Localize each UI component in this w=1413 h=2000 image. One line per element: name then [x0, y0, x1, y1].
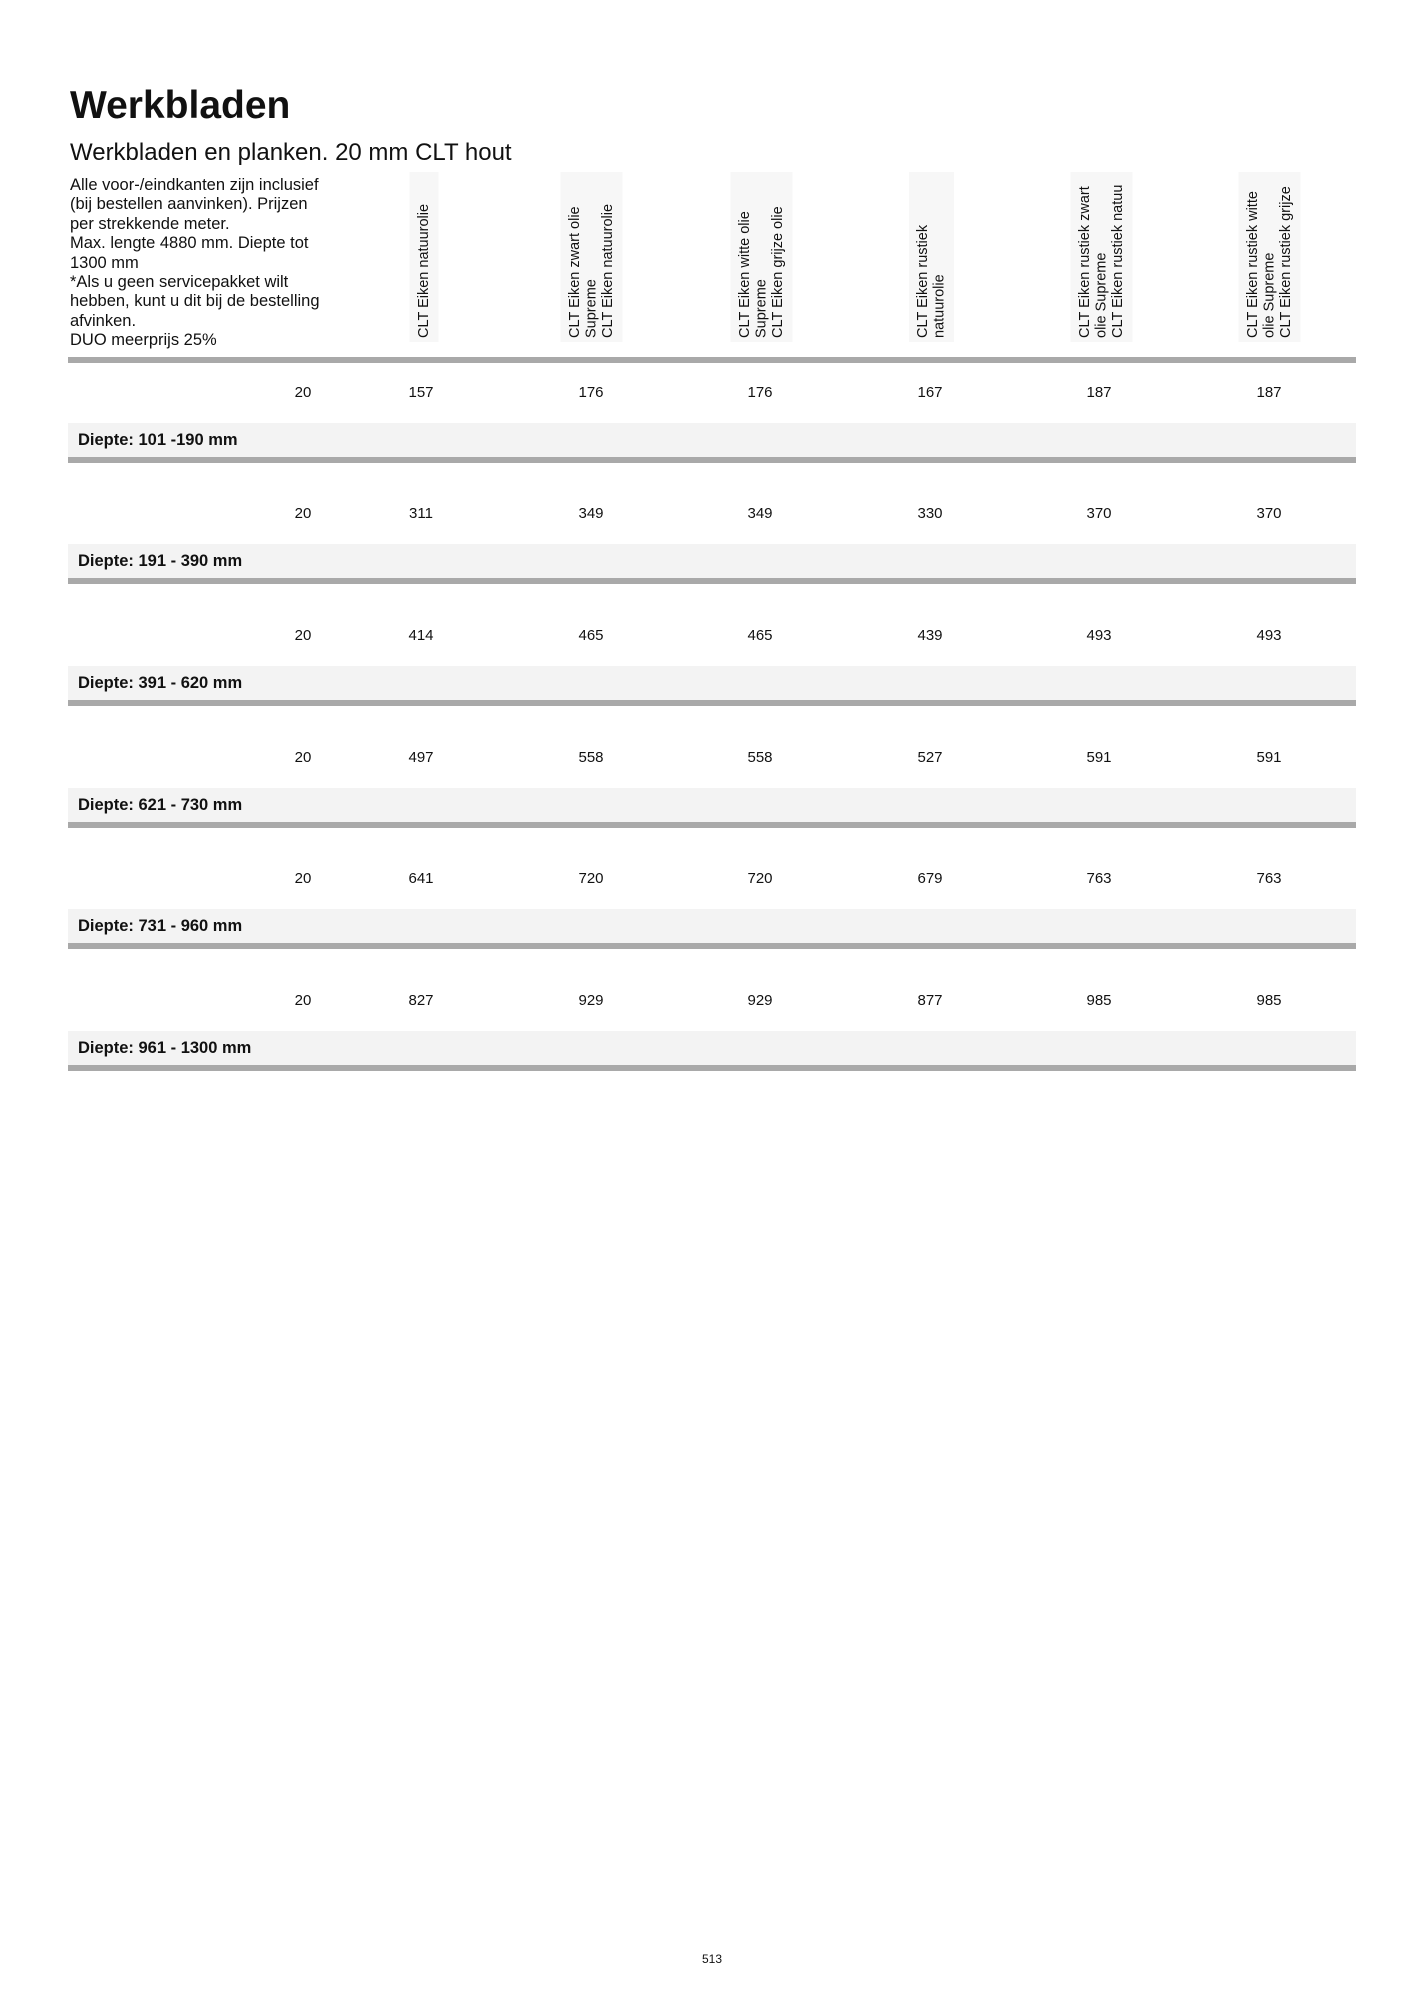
table-row [68, 863, 1356, 949]
column-header-5 [1022, 172, 1182, 342]
price-cell: 414 [408, 627, 434, 644]
column-header-line: CLT Eiken natuurolie [600, 203, 617, 338]
column-header-2 [512, 172, 672, 342]
column-header-text [1239, 172, 1301, 342]
header-divider [68, 357, 1356, 363]
price-cell: 929 [578, 992, 604, 1009]
note-line: hebben, kunt u dit bij de bestelling [70, 292, 320, 311]
price-cell: 641 [408, 870, 434, 887]
column-header-line: CLT Eiken zwart olie [567, 206, 584, 338]
table-row [68, 620, 1356, 706]
column-header-text [1071, 172, 1133, 342]
price-cell: 827 [408, 992, 434, 1009]
price-cell: 497 [408, 749, 434, 766]
column-header-line: olie Supreme [1093, 252, 1110, 338]
depth-band [68, 909, 1356, 943]
price-cell: 349 [578, 505, 604, 522]
price-cell: 330 [917, 505, 943, 522]
price-cell: 591 [1256, 749, 1282, 766]
price-cell: 176 [747, 384, 773, 401]
price-cell: 187 [1256, 384, 1282, 401]
price-cell: 176 [578, 384, 604, 401]
table-row [68, 742, 1356, 828]
page-number: 513 [701, 1952, 723, 1966]
column-header-line: CLT Eiken rustiek [914, 224, 931, 338]
price-cell: 465 [578, 627, 604, 644]
column-header-6 [1190, 172, 1350, 342]
page-subtitle: Werkbladen en planken. 20 mm CLT hout [70, 139, 512, 166]
thickness-cell: 20 [294, 384, 312, 401]
thickness-cell: 20 [294, 870, 312, 887]
note-line: afvinken. [70, 311, 137, 330]
price-cell: 877 [917, 992, 943, 1009]
note-line: Alle voor-/eindkanten zijn inclusief [70, 176, 319, 194]
row-divider [68, 1065, 1356, 1071]
price-cell: 763 [1086, 870, 1112, 887]
column-header-line: CLT Eiken rustiek natuu [1110, 184, 1127, 338]
depth-band [68, 544, 1356, 578]
column-header-line: CLT Eiken rustiek grijze [1278, 186, 1295, 338]
row-divider [68, 457, 1356, 463]
price-cell: 370 [1086, 505, 1112, 522]
price-cell: 985 [1256, 992, 1282, 1009]
column-header-line: CLT Eiken rustiek zwart [1077, 186, 1094, 338]
note-line: 1300 mm [70, 253, 139, 272]
depth-label: Diepte: 731 - 960 mm [78, 917, 243, 935]
depth-label: Diepte: 101 -190 mm [78, 431, 238, 449]
price-cell: 763 [1256, 870, 1282, 887]
column-header-3 [682, 172, 842, 342]
price-cell: 349 [747, 505, 773, 522]
thickness-cell: 20 [294, 992, 312, 1009]
price-cell: 465 [747, 627, 773, 644]
price-cell: 311 [409, 505, 433, 522]
price-cell: 558 [747, 749, 773, 766]
column-header-line: Supreme [753, 279, 770, 338]
note-line: per strekkende meter. [70, 214, 230, 233]
price-cell: 493 [1256, 627, 1282, 644]
price-cell: 679 [917, 870, 943, 887]
price-cell: 929 [747, 992, 773, 1009]
column-header-text [561, 172, 623, 342]
row-divider [68, 700, 1356, 706]
table-row [68, 985, 1356, 1071]
depth-band [68, 788, 1356, 822]
depth-label: Diepte: 391 - 620 mm [78, 674, 243, 692]
conditions-note [70, 176, 320, 351]
depth-label: Diepte: 191 - 390 mm [78, 552, 243, 570]
note-line: (bij bestellen aanvinken). Prijzen [70, 195, 308, 214]
price-cell: 720 [747, 870, 773, 887]
column-header-line: CLT Eiken rustiek witte [1245, 191, 1262, 338]
column-header-line: CLT Eiken witte olie [737, 211, 754, 338]
note-line: *Als u geen servicepakket wilt [70, 273, 289, 292]
column-header-text [731, 172, 793, 342]
price-cell: 370 [1256, 505, 1282, 522]
depth-label: Diepte: 961 - 1300 mm [78, 1039, 252, 1057]
price-cell: 167 [917, 384, 943, 401]
price-cell: 558 [578, 749, 604, 766]
price-cell: 591 [1086, 749, 1112, 766]
page-title: Werkbladen [70, 84, 291, 127]
column-header-line: CLT Eiken grijze olie [770, 206, 787, 338]
note-line: Max. lengte 4880 mm. Diepte tot [70, 234, 309, 253]
column-header-text [410, 172, 439, 342]
column-header-text [909, 172, 954, 342]
price-cell: 527 [917, 749, 943, 766]
depth-band [68, 423, 1356, 457]
thickness-cell: 20 [294, 749, 312, 766]
row-divider [68, 578, 1356, 584]
row-divider [68, 943, 1356, 949]
thickness-cell: 20 [294, 627, 312, 644]
price-cell: 187 [1086, 384, 1112, 401]
column-header-line: CLT Eiken natuurolie [415, 203, 432, 338]
table-row [68, 377, 1356, 463]
depth-band [68, 666, 1356, 700]
price-cell: 493 [1086, 627, 1112, 644]
row-divider [68, 822, 1356, 828]
depth-label: Diepte: 621 - 730 mm [78, 796, 243, 814]
price-cell: 720 [578, 870, 604, 887]
price-cell: 439 [917, 627, 943, 644]
note-line: DUO meerprijs 25% [70, 331, 217, 350]
price-cell: 157 [408, 384, 434, 401]
depth-band [68, 1031, 1356, 1065]
column-header-1 [344, 172, 504, 342]
column-header-line: natuurolie [931, 274, 947, 338]
column-header-4 [851, 172, 1011, 342]
column-header-line: olie Supreme [1261, 252, 1278, 338]
table-row [68, 498, 1356, 584]
thickness-cell: 20 [294, 505, 312, 522]
column-header-line: Supreme [583, 279, 600, 338]
price-cell: 985 [1086, 992, 1112, 1009]
